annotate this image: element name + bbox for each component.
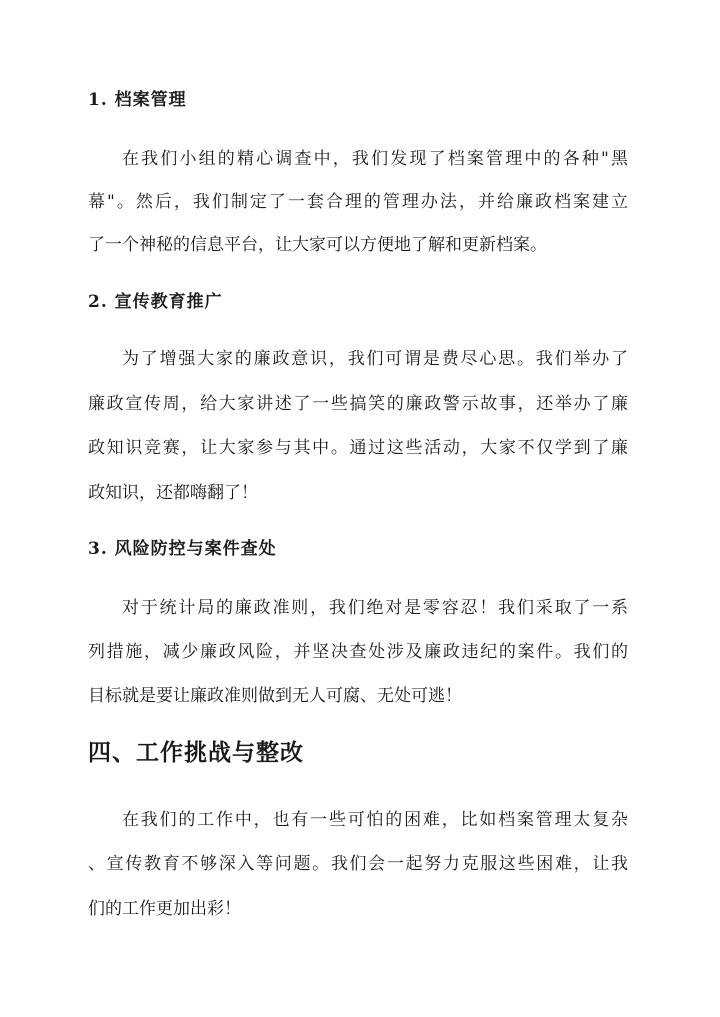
chapter-heading-challenges: 四、工作挑战与整改 — [88, 739, 304, 766]
paragraph-line: 在我们的工作中，也有一些可怕的困难，比如档案管理太复杂 — [122, 810, 628, 830]
paragraph-line: 了一个神秘的信息平台，让大家可以方便地了解和更新档案。 — [88, 235, 547, 255]
paragraph-line: 为了增强大家的廉政意识，我们可谓是费尽心思。我们举办了 — [122, 349, 628, 369]
paragraph-line: 政知识，还都嗨翻了！ — [88, 483, 258, 503]
section-heading-risk-control: 3. 风险防控与案件查处 — [88, 539, 277, 559]
paragraph-line: 、宣传教育不够深入等问题。我们会一起努力克服这些困难，让我 — [88, 854, 628, 874]
paragraph-line: 廉政宣传周，给大家讲述了一些搞笑的廉政警示故事，还举办了廉 — [88, 394, 628, 414]
paragraph-line: 列措施，减少廉政风险，并坚决查处涉及廉政违纪的案件。我们的 — [88, 642, 628, 662]
paragraph-line: 目标就是要让廉政准则做到无人可腐、无处可逃！ — [88, 686, 462, 706]
section-heading-publicity-education: 2. 宣传教育推广 — [88, 292, 223, 312]
paragraph-line: 在我们小组的精心调查中，我们发现了档案管理中的各种"黑 — [122, 149, 628, 169]
paragraph-line: 对于统计局的廉政准则，我们绝对是零容忍！我们采取了一系 — [122, 598, 628, 618]
paragraph-line: 政知识竞赛，让大家参与其中。通过这些活动，大家不仅学到了廉 — [88, 438, 628, 458]
paragraph-line: 幕"。然后，我们制定了一套合理的管理办法，并给廉政档案建立 — [88, 192, 628, 212]
paragraph-line: 们的工作更加出彩！ — [88, 899, 241, 919]
section-heading-archive-management: 1. 档案管理 — [88, 90, 187, 110]
